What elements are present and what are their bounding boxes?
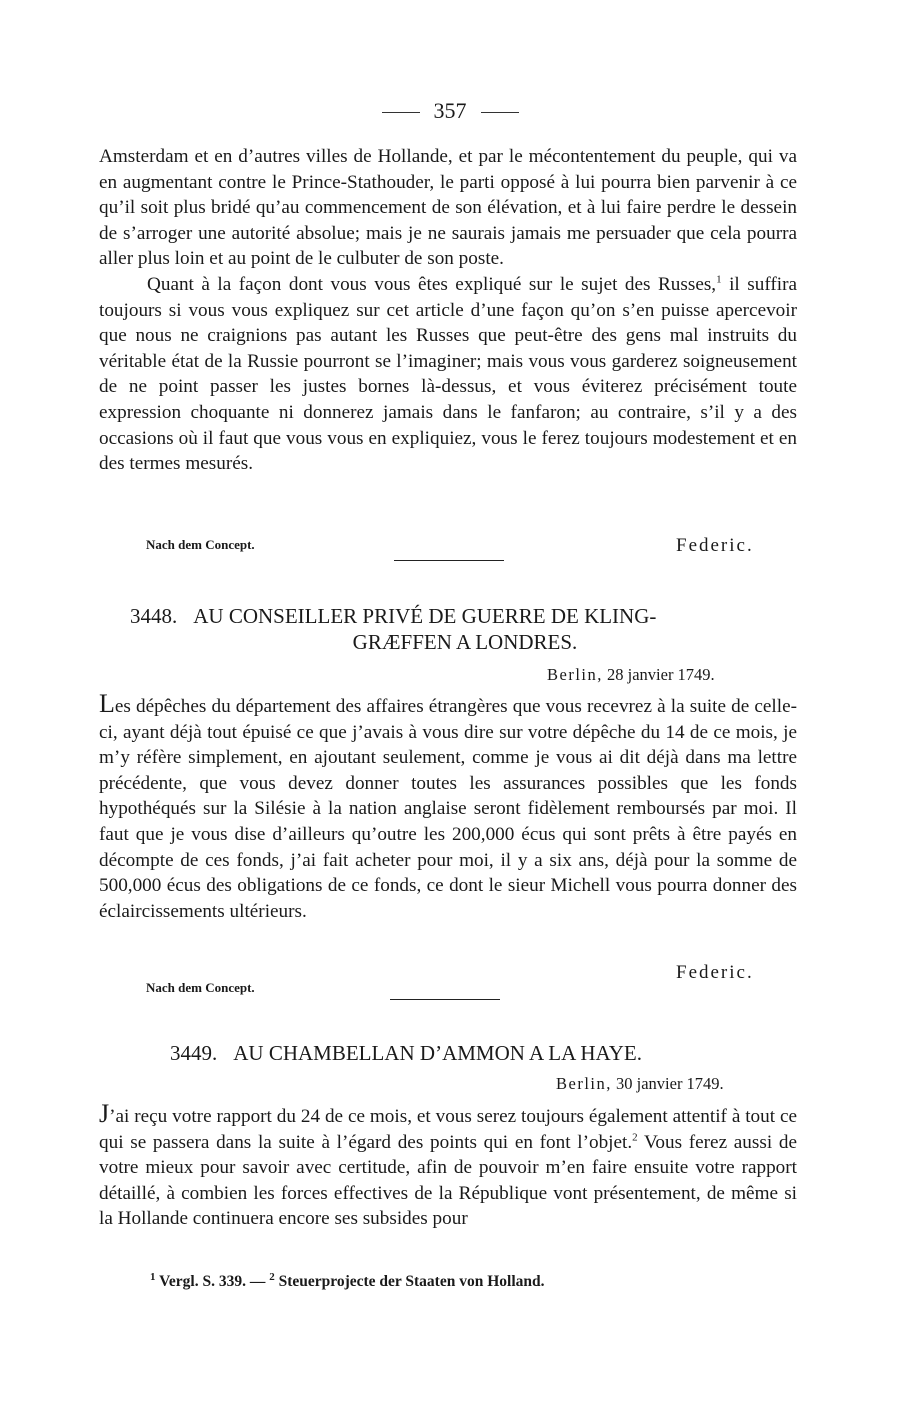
signature: Federic. [676,535,754,556]
letter-number: 3449. [170,1041,218,1065]
letter-heading [130,603,770,655]
signature: Federic. [676,962,754,983]
letter-heading [170,1040,770,1066]
letter-title-line1: AU CONSEILLER PRIVÉ DE GUERRE DE KLING- [193,604,657,628]
source-note: Nach dem Concept. [146,537,255,552]
dateline [547,665,715,685]
footnote-reference: 2 [632,1131,638,1144]
paragraph-text: ’ai reçu votre rapport du 24 de ce mois, et vous serez toujours également attentif à tout ce qui se passera dans la suite à l’égard des points qui en font l’objet. [99,1106,797,1153]
letter-body [99,691,797,924]
page-header [0,98,900,124]
dateline-place: Berlin, [556,1074,612,1093]
footnote-mark: 2 [269,1270,275,1283]
previous-letter-body [99,144,797,477]
paragraph-text: il suffira toujours si vous vous expliquez sur cet article d’une façon qu’on s’en puisse apercevoir que nous ne craignions pas autant les Russes que peut-être des gens mal instruits du véritable état de la Russie pourront se l’imaginer; mais vous vous garderez soigneusement de ne point passer les justes bornes là-dessus, et vous éviterez précisément toute expression choquante ni donnerez jamais dans le fanfaron; au contraire, s’il y a des occasions où il faut que vous vous en expliquiez, vous le ferez toujours modestement et en des termes mesurés. [99,273,797,475]
dateline-date: 28 janvier 1749. [607,665,715,684]
paragraph-text: Quant à la façon dont vous vous êtes expliqué sur le sujet des Russes, [147,273,717,295]
letter-title-line2: GRÆFFEN A LONDRES. [352,630,578,654]
paragraph [99,1101,797,1232]
drop-cap: L [99,689,115,718]
footnote-reference: 1 [716,273,722,286]
paragraph: Amsterdam et en d’autres villes de Hollande, et par le mécontentement du peuple, qui va en augmentant contre le Prince-Stathouder, le parti opposé à lui pourra bien parvenir à ce qu’il soit plus bridé qu’au commencement de son élévation, et à lui faire perdre le dessein de s’arroger une autorité absolue; mais je ne saurais jamais me persuader que cela pourra aller plus loin et au point de le culbuter de son poste. [99,146,797,270]
paragraph [99,691,797,924]
letter-title: AU CHAMBELLAN D’AMMON A LA HAYE. [233,1041,642,1065]
footnote-text: Vergl. S. 339. — [159,1273,270,1290]
footnotes [150,1270,545,1291]
dateline-date: 30 janvier 1749. [616,1074,724,1093]
letter-body [99,1101,797,1232]
header-dash-left [382,112,420,113]
section-rule [390,999,500,1000]
section-rule [394,560,504,561]
footnote-text: Steuerprojecte der Staaten von Holland. [278,1273,545,1290]
paragraph [99,272,797,477]
source-note: Nach dem Concept. [146,980,255,995]
footnote-mark: 1 [150,1270,156,1283]
letter-number: 3448. [130,604,178,628]
dateline [556,1074,724,1094]
dateline-place: Berlin, [547,665,603,684]
paragraph-text: Vous ferez aussi de votre mieux pour savoir avec certitude, afin de pouvoir m’en faire ensuite votre rapport détaillé, à combien les forces effectives de la République vont présentement, de même si la Hollande continuera encore ses subsides pour [99,1131,797,1230]
header-dash-right [481,112,519,113]
page-number: 357 [433,98,467,123]
drop-cap: J [99,1099,110,1128]
paragraph-text: es dépêches du département des affaires étrangères que vous recevrez à la suite de celle-ci, ayant déjà tout épuisé ce que j’avais à vous dire sur votre dépêche du 14 de ce mois, je m’y réfère simplement, en ajoutant seulement, comme je vous ai dit déjà dans ma lettre précédente, que vous devez donner toutes les assurances possibles que les fonds hypothéqués sur la Silésie à la nation anglaise seront fidèlement remboursés par moi. Il faut que je vous dise d’ailleurs qu’outre les 200,000 écus qui sont prêts à être payés en décompte de ces fonds, j’ai fait acheter pour moi, il y a six ans, déjà pour la somme de 500,000 écus des obligations de ce fonds, ce dont le sieur Michell vous pourra donner des éclaircissements ultérieurs. [99,696,797,922]
